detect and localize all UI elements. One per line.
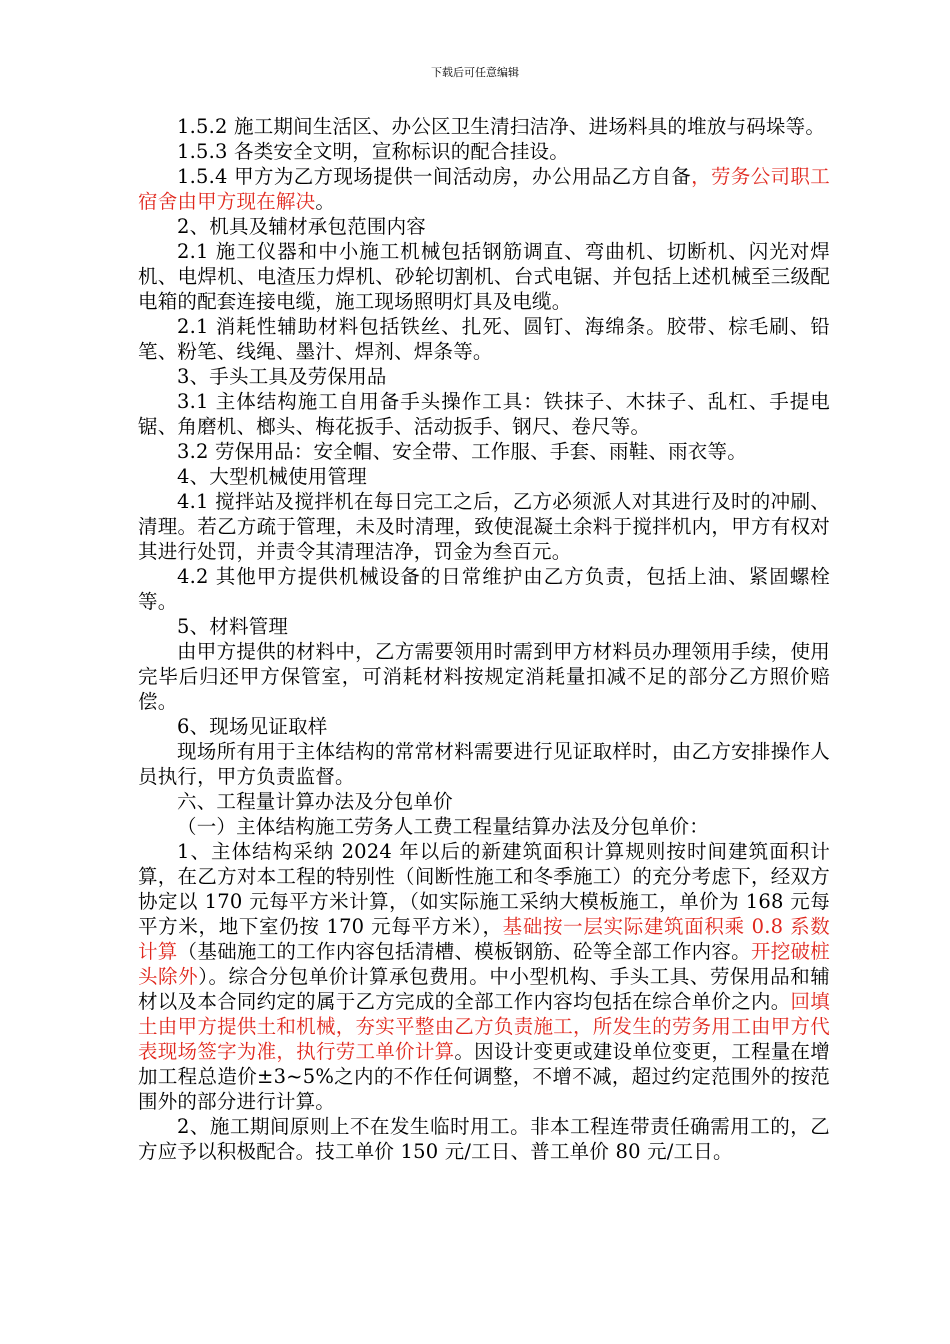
text-segment: 2、施工期间原则上不在发生临时用工。非本工程连带责任确需用工的，乙方应予以积极配合。技工单价 150 元/工日、普工单价 80 元/工日。 (138, 1115, 830, 1163)
text-segment: 3.1 主体结构施工自用备手头操作工具：铁抹子、木抹子、乱杠、手提电锯、角磨机、榔头、梅花扳手、活动扳手、钢尺、卷尺等。 (138, 390, 830, 438)
text-segment: 6、现场见证取样 (177, 715, 328, 738)
paragraph (138, 839, 830, 1114)
page-header: 下载后可任意编辑 (431, 66, 519, 79)
text-segment: 3、手头工具及劳保用品 (177, 365, 387, 388)
text-segment: （一）主体结构施工劳务人工费工程量结算办法及分包单价： (177, 815, 709, 838)
document-body (138, 114, 830, 1164)
text-segment: 。因设计变更或建设单位变更，工程量在增加工程总造价±3~5%之内的不作任何调整，不增不减，超过约定范围外的按范围外的部分进行计算。 (138, 1040, 830, 1113)
highlighted-text-segment: 基础按一层实际建筑面积乘 0.8 系数计算 (138, 915, 830, 963)
text-segment: 由甲方提供的材料中，乙方需要领用时需到甲方材料员办理领用手续，使用完毕后归还甲方保管室，可消耗材料按规定消耗量扣减不足的部分乙方照价赔偿。 (138, 640, 830, 713)
text-segment: 3.2 劳保用品：安全帽、安全带、工作服、手套、雨鞋、雨衣等。 (177, 440, 747, 463)
highlighted-text-segment: 开挖破桩头除外 (138, 940, 830, 988)
text-segment: 1.5.2 施工期间生活区、办公区卫生清扫洁净、进场料具的堆放与码垛等。 (177, 115, 826, 138)
paragraph (138, 164, 830, 214)
text-segment: 。 (315, 190, 336, 213)
text-segment: 2.1 消耗性辅助材料包括铁丝、扎死、圆钉、海绵条。胶带、棕毛刷、铅笔、粉笔、线绳、墨汁、焊剂、焊条等。 (138, 315, 830, 363)
paragraph (138, 464, 830, 489)
text-segment: 4.2 其他甲方提供机械设备的日常维护由乙方负责，包括上油、紧固螺栓等。 (138, 565, 830, 613)
paragraph (138, 389, 830, 439)
text-segment: 现场所有用于主体结构的常常材料需要进行见证取样时，由乙方安排操作人员执行，甲方负责监督。 (138, 740, 830, 788)
text-segment: ）。综合分包单价计算承包费用。中小型机构、手头工具、劳保用品和辅材以及本合同约定的属于乙方完成的全部工作内容均包括在综合单价之内。 (138, 965, 830, 1013)
paragraph (138, 814, 830, 839)
paragraph (138, 489, 830, 564)
paragraph (138, 714, 830, 739)
paragraph (138, 439, 830, 464)
text-segment: （基础施工的工作内容包括清槽、模板钢筋、砼等全部工作内容。 (177, 940, 751, 963)
paragraph (138, 614, 830, 639)
text-segment: 2、机具及辅材承包范围内容 (177, 215, 427, 238)
text-segment: 1.5.3 各类安全文明，宣称标识的配合挂设。 (177, 140, 569, 163)
text-segment: 六、工程量计算办法及分包单价 (177, 790, 453, 813)
text-segment: 1.5.4 甲方为乙方现场提供一间活动房，办公用品乙方自备 (177, 165, 692, 188)
text-segment: 5、材料管理 (177, 615, 289, 638)
text-segment: 4.1 搅拌站及搅拌机在每日完工之后，乙方必须派人对其进行及时的冲刷、清理。若乙方疏于管理，未及时清理，致使混凝土余料于搅拌机内，甲方有权对其进行处罚，并责令其清理洁净，罚金为叁百元。 (138, 490, 830, 563)
paragraph (138, 739, 830, 789)
paragraph (138, 239, 830, 314)
highlighted-text-segment: ，劳务公司职工宿舍由甲方现在解决 (138, 165, 830, 213)
paragraph (138, 1114, 830, 1164)
paragraph (138, 139, 830, 164)
paragraph (138, 364, 830, 389)
paragraph (138, 314, 830, 364)
paragraph (138, 214, 830, 239)
paragraph (138, 564, 830, 614)
highlighted-text-segment: 回填土由甲方提供土和机械，夯实平整由乙方负责施工，所发生的劳务用工由甲方代表现场签字为准，执行劳工单价计算 (138, 990, 830, 1063)
text-segment: 1、主体结构采纳 2024 年以后的新建筑面积计算规则按时间建筑面积计算，在乙方对本工程的特别性（间断性施工和冬季施工）的充分考虑下，经双方协定以 170 元每平方米计算，（如实际施工采纳大模板施工，单价为 168 元每平方米，地下室仍按 170 元每平方米）， (138, 840, 830, 938)
text-segment: 4、大型机械使用管理 (177, 465, 367, 488)
paragraph (138, 639, 830, 714)
paragraph (138, 789, 830, 814)
text-segment: 2.1 施工仪器和中小施工机械包括钢筋调直、弯曲机、切断机、闪光对焊机、电焊机、电渣压力焊机、砂轮切割机、台式电锯、并包括上述机械至三级配电箱的配套连接电缆，施工现场照明灯具及电缆。 (138, 240, 830, 313)
paragraph (138, 114, 830, 139)
